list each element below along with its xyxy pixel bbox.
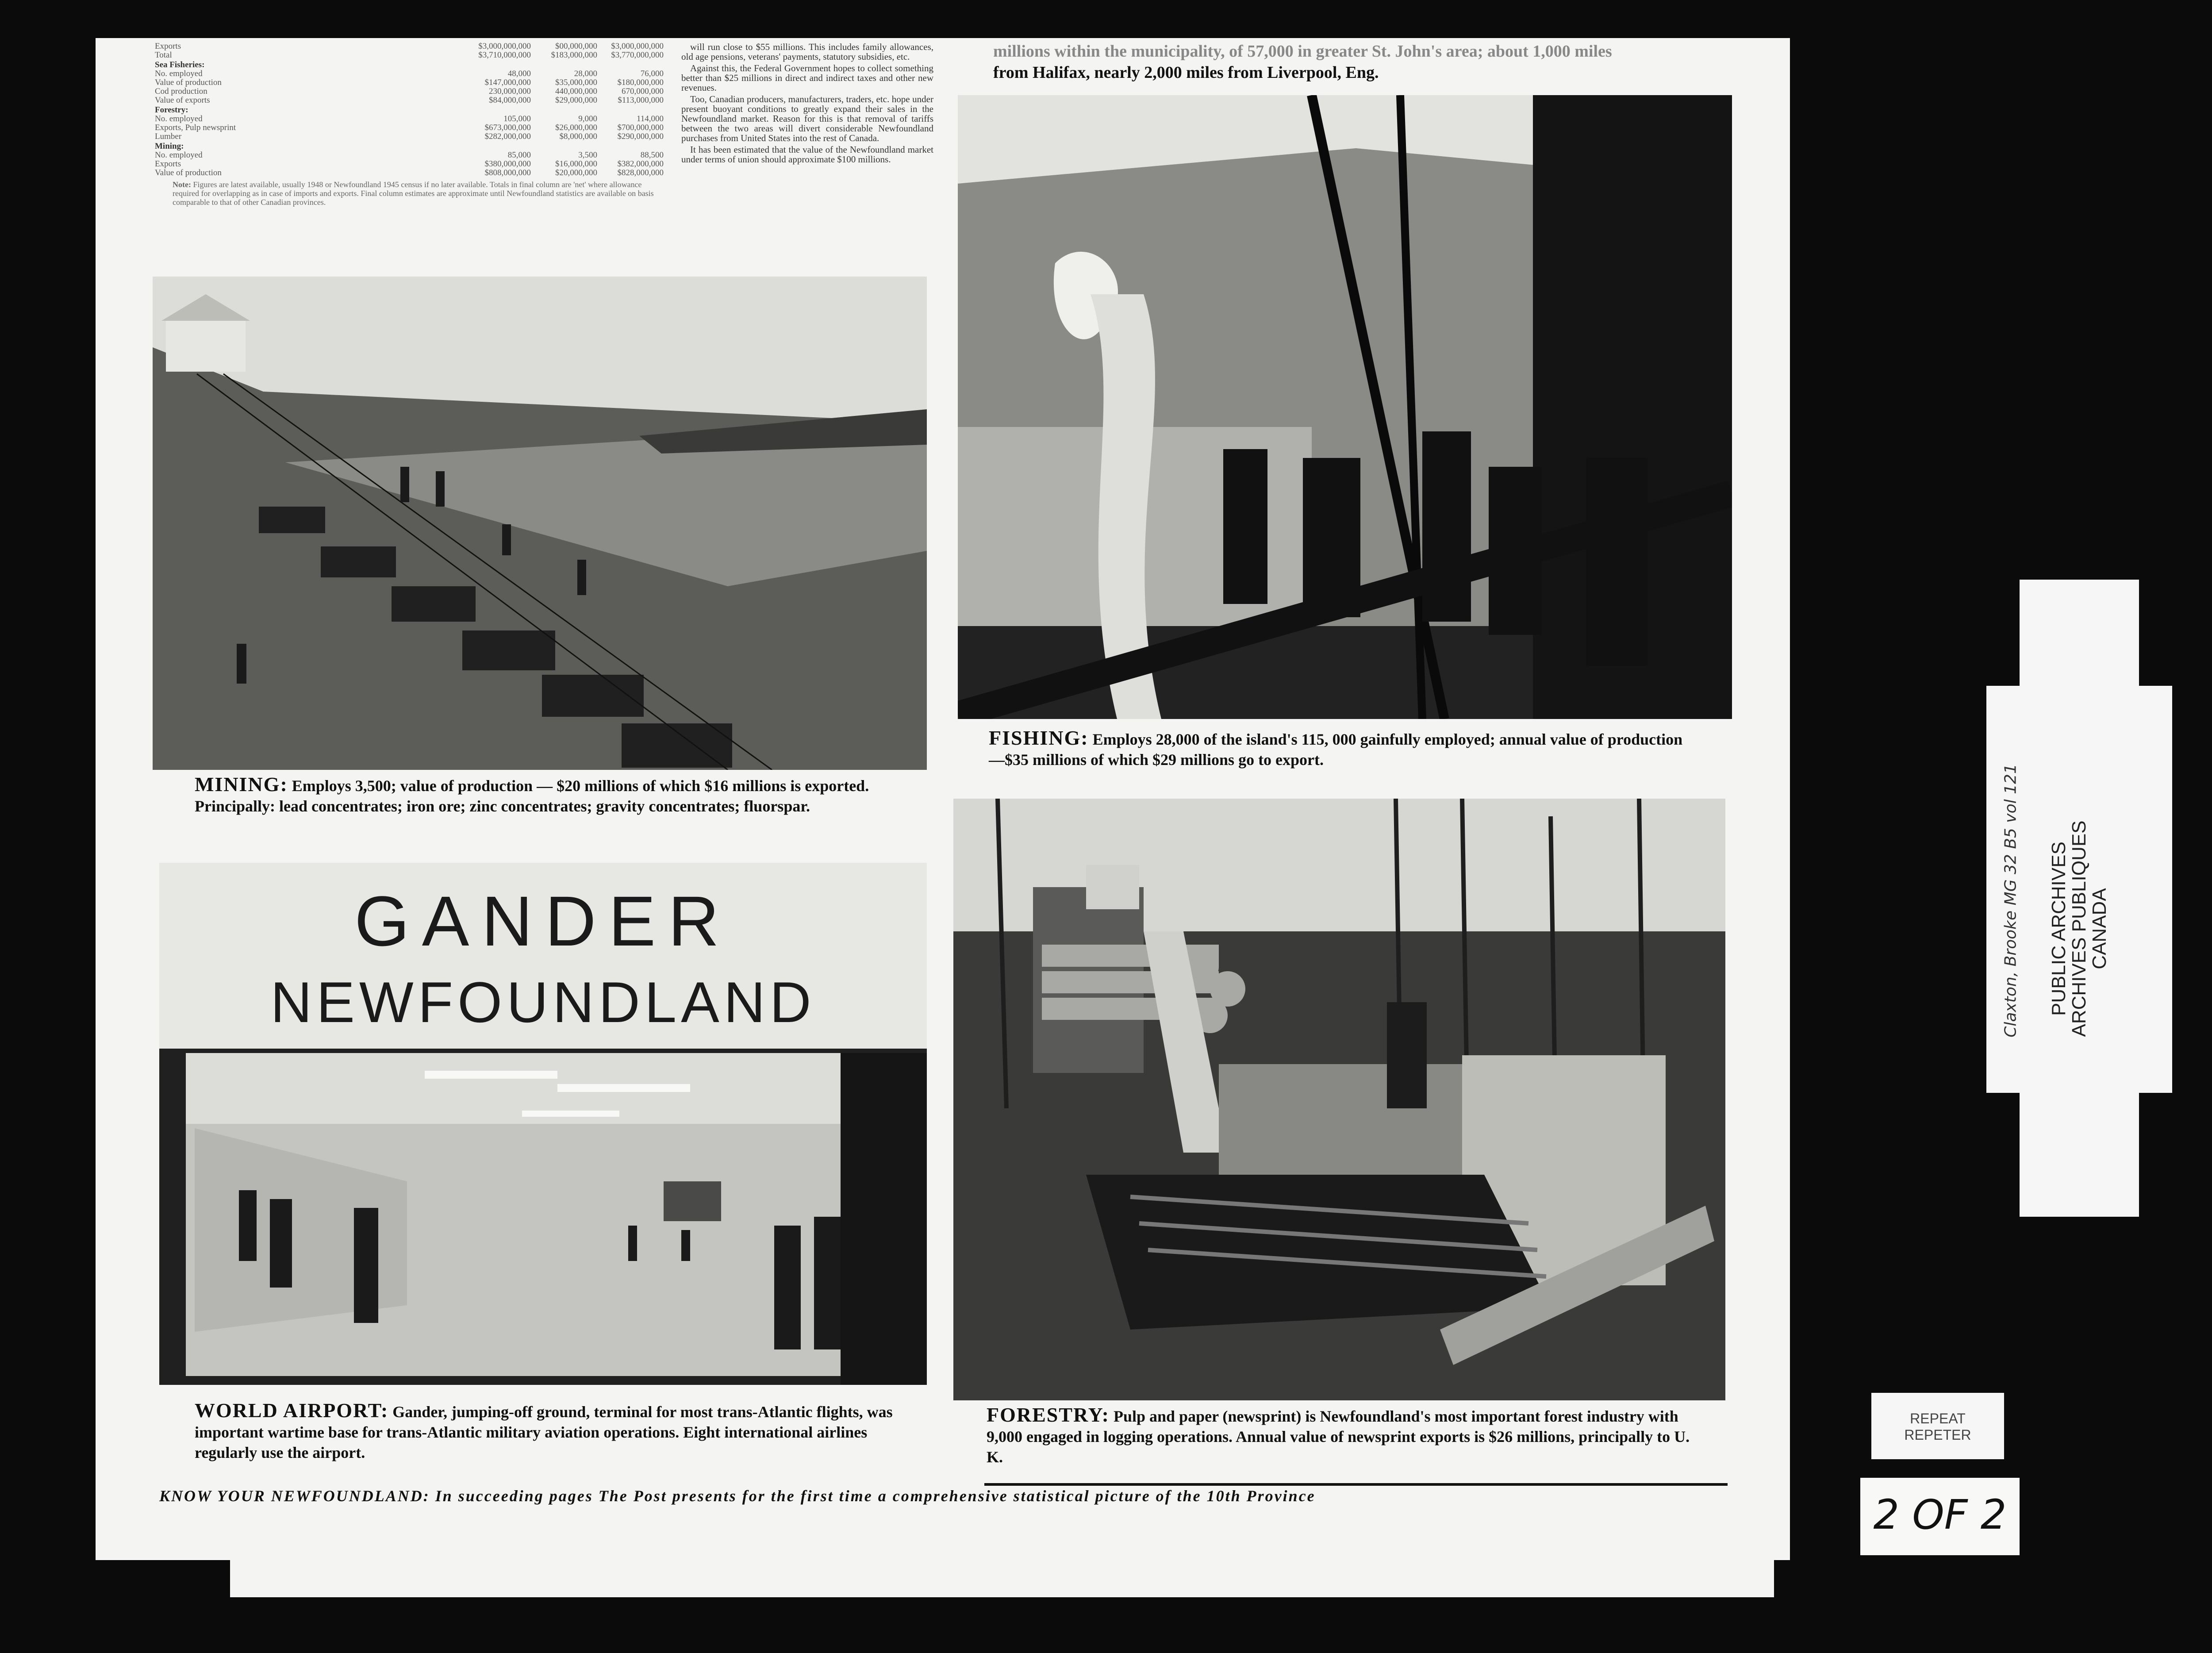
stats-row [155, 61, 664, 69]
fishing-caption-body: Employs 28,000 of the island's 115, 000 gainfully employed; annual value of production—$35 millions of which $29 millions go to export. [989, 730, 1683, 769]
stats-value: $113,000,000 [618, 96, 664, 105]
stats-value: 230,000,000 [489, 87, 531, 96]
stats-label: Exports, Pulp newsprint [155, 123, 236, 132]
stats-value: 76,000 [640, 69, 664, 78]
stats-value: 105,000 [503, 114, 531, 123]
fishing-caption-head: FISHING: [989, 727, 1089, 749]
stats-value [465, 142, 531, 151]
stats-label: Mining: [155, 142, 184, 151]
stats-value: $3,710,000,000 [478, 50, 531, 60]
stats-value [597, 61, 664, 69]
stats-value: $3,770,000,000 [611, 50, 664, 60]
stats-row [155, 51, 664, 60]
stats-value [531, 106, 597, 115]
stats-value: 440,000,000 [555, 87, 597, 96]
airport-caption-head: WORLD AIRPORT: [195, 1399, 389, 1422]
stats-value: 48,000 [507, 69, 531, 78]
airport-sign-line1: GANDER [354, 881, 732, 961]
stats-value [465, 61, 531, 69]
stats-value: $35,000,000 [555, 78, 597, 87]
stats-value: $3,000,000,000 [611, 42, 664, 51]
archive-stamp-line: CANADA [2089, 888, 2110, 969]
stats-value: 9,000 [578, 114, 597, 123]
column-paragraph: It has been estimated that the value of the Newfoundland market under terms of union should approximate $100 millions. [681, 144, 933, 165]
stats-value: $183,000,000 [551, 50, 597, 60]
forestry-caption [987, 1405, 1694, 1467]
stats-value: $828,000,000 [617, 168, 664, 177]
stats-row [155, 115, 664, 123]
stats-label: Exports [155, 159, 181, 169]
fishing-photo [958, 95, 1732, 719]
fishing-caption [989, 728, 1697, 770]
stats-value: $380,000,000 [484, 159, 531, 169]
stats-label: No. employed [155, 150, 203, 160]
mining-photo [153, 277, 927, 770]
forestry-caption-body: Pulp and paper (newsprint) is Newfoundland's most important forest industry with 9,000 engaged in logging operations. Annual value of newsprint exports is $26 millions, principally to U. K. [987, 1407, 1690, 1466]
stats-row [155, 151, 664, 160]
stats-label: No. employed [155, 69, 203, 78]
stats-label: Lumber [155, 132, 182, 141]
stats-label: Total [155, 50, 172, 60]
stats-value: $382,000,000 [617, 159, 664, 169]
stats-row [155, 96, 664, 105]
stats-row [155, 132, 664, 141]
repeat-tag-line2: REPETER [1904, 1427, 1971, 1443]
stats-row [155, 69, 664, 78]
stats-label: Forestry: [155, 105, 188, 115]
stats-value: $84,000,000 [489, 96, 531, 105]
stats-value: $700,000,000 [617, 123, 664, 132]
stats-value: $29,000,000 [555, 96, 597, 105]
airport-caption [195, 1400, 902, 1463]
stats-value: 114,000 [636, 114, 664, 123]
stats-value: $26,000,000 [555, 123, 597, 132]
archive-stamp-line: ARCHIVES PUBLIQUES [2068, 820, 2090, 1037]
stats-label: No. employed [155, 114, 203, 123]
stats-value: 670,000,000 [622, 87, 664, 96]
stats-row [155, 160, 664, 169]
column-paragraph: Against this, the Federal Government hopes to collect something better than $25 millions in direct and indirect taxes and other new revenues. [681, 63, 933, 93]
stats-value: $290,000,000 [617, 132, 664, 141]
stats-value: 88,500 [640, 150, 664, 160]
repeat-tag-line1: REPEAT [1910, 1411, 1966, 1426]
stats-value: 28,000 [574, 69, 597, 78]
stats-label: Value of exports [155, 96, 210, 105]
page-count-text: 2 OF 2 [1873, 1491, 2007, 1538]
airport-caption-body: Gander, jumping-off ground, terminal for most trans-Atlantic flights, was important wartime base for trans-Atlantic military aviation operations. Eight international airlines regularly use the airport. [195, 1403, 893, 1461]
stats-value: $3,000,000,000 [478, 42, 531, 51]
stats-value: $147,000,000 [484, 78, 531, 87]
forestry-photo [953, 799, 1725, 1400]
stats-label: Sea Fisheries: [155, 60, 205, 69]
stats-row [155, 123, 664, 132]
stats-note [155, 180, 664, 207]
stats-note-text: Figures are latest available, usually 1948 or Newfoundland 1945 census if no later available. Totals in final column are 'net' where allowance required for overlapping as in case of imports and exports. Final column estimates are approximate until Newfoundland statistics are available on basis comparable to that of other Canadian provinces. [173, 180, 654, 207]
stats-value: $8,000,000 [559, 132, 597, 141]
stats-value: 85,000 [507, 150, 531, 160]
article-column [681, 42, 933, 166]
stats-row [155, 42, 664, 51]
stats-value: $282,000,000 [484, 132, 531, 141]
archive-stamp-line: PUBLIC ARCHIVES [2048, 842, 2070, 1016]
stats-value: $808,000,000 [484, 168, 531, 177]
stats-value: $673,000,000 [484, 123, 531, 132]
stats-value [597, 142, 664, 151]
top-line-main: from Halifax, nearly 2,000 miles from Liverpool, Eng. [993, 63, 1379, 82]
airport-photo [159, 863, 927, 1385]
stats-row [155, 87, 664, 96]
stats-value: $20,000,000 [555, 168, 597, 177]
stats-label: Exports [155, 42, 181, 51]
column-paragraph: will run close to $55 millions. This includes family allowances, old age pensions, veterans' payments, statutory subsidies, etc. [681, 42, 933, 62]
stats-label: Value of production [155, 78, 222, 87]
stats-value: 3,500 [578, 150, 597, 160]
mining-caption [195, 774, 894, 816]
stats-value: $180,000,000 [617, 78, 664, 87]
stats-label: Cod production [155, 87, 207, 96]
know-your-newfoundland-banner: KNOW YOUR NEWFOUNDLAND: In succeeding pages The Post presents for the first time a comprehensive statistical picture of the 10th Province [159, 1487, 1316, 1505]
stats-note-label: Note: [173, 180, 191, 189]
stats-value [531, 142, 597, 151]
top-line-text [993, 41, 1719, 83]
stats-row [155, 142, 664, 151]
statistics-table [155, 42, 664, 207]
stats-value [531, 61, 597, 69]
archive-handwritten-reference: Claxton, Brooke MG 32 B5 vol 121 [2001, 764, 2020, 1038]
stats-value [597, 106, 664, 115]
stats-label: Value of production [155, 168, 222, 177]
stats-value: $16,000,000 [555, 159, 597, 169]
airport-sign-line2: NEWFOUNDLAND [270, 970, 816, 1034]
stats-row [155, 106, 664, 115]
mining-caption-body: Employs 3,500; value of production — $20 millions of which $16 millions is exported. Principally: lead concentrates; iron ore; zinc concentrates; gravity concentrates; fluorspar. [195, 777, 869, 815]
stats-value: $00,000,000 [555, 42, 597, 51]
stats-value [465, 106, 531, 115]
top-line-faint: millions within the municipality, of 57,000 in greater St. John's area; about 1,000 miles [993, 42, 1612, 61]
column-paragraph: Too, Canadian producers, manufacturers, traders, etc. hope under present buoyant conditions to greatly expand their sales in the Newfoundland market. Reason for this is that removal of tariffs between the two areas will divert considerable Newfoundland purchases from United States into the rest of Canada. [681, 94, 933, 143]
sheet-bottom-strip [230, 1557, 1774, 1597]
stats-row [155, 169, 664, 177]
banner-rule [984, 1483, 1728, 1486]
forestry-caption-head: FORESTRY: [987, 1403, 1110, 1426]
mining-caption-head: MINING: [195, 773, 288, 796]
stats-row [155, 78, 664, 87]
